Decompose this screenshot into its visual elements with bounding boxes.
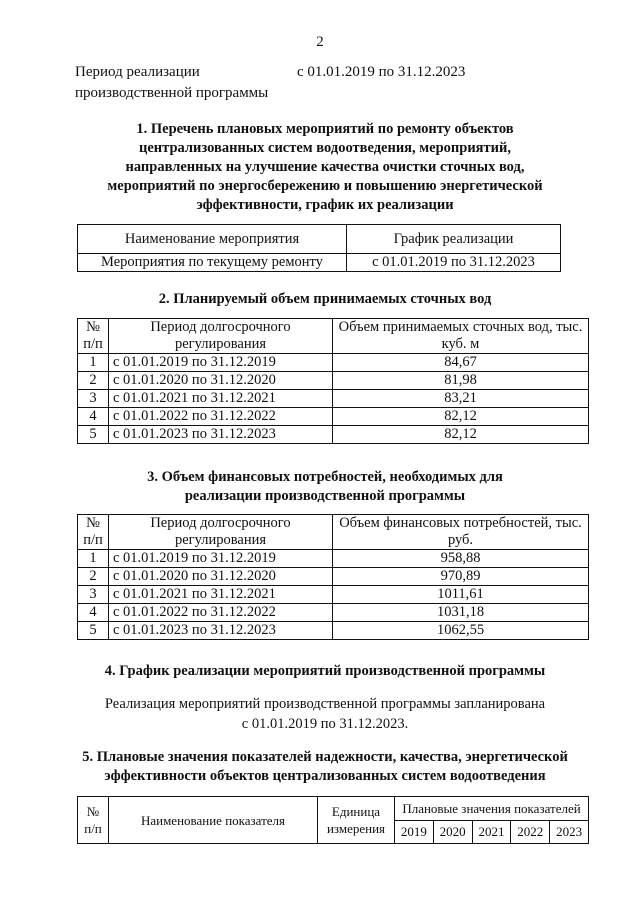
table-cell: 970,89 [333, 568, 589, 586]
section4-text [60, 694, 590, 734]
section3-title [60, 468, 590, 506]
header-cell: Наименование мероприятия [78, 225, 347, 254]
table-header-row [78, 797, 589, 821]
table-cell: с 01.01.2021 по 31.12.2021 [109, 390, 333, 408]
table-row [78, 586, 589, 604]
header-cell: Период долгосрочного регулирования [109, 319, 333, 354]
table-cell: 4 [78, 604, 109, 622]
table-cell: с 01.01.2019 по 31.12.2019 [109, 354, 333, 372]
table-cell: с 01.01.2020 по 31.12.2020 [109, 372, 333, 390]
table-row [78, 390, 589, 408]
table-cell: Мероприятия по текущему ремонту [78, 254, 347, 272]
section4-text-line1: Реализация мероприятий производственной программы запланирована [104, 696, 546, 712]
section1-title [60, 120, 590, 215]
section5-title-line: 5. Плановые значения показателей надежности, качества, энергетической [82, 749, 568, 765]
table-cell: 81,98 [333, 372, 589, 390]
table-cell: 3 [78, 586, 109, 604]
header-cell: Наименование показателя [109, 797, 318, 844]
table-row [78, 254, 561, 272]
section3-title-line: 3. Объем финансовых потребностей, необходимых для [147, 469, 503, 485]
table-header-row [78, 225, 561, 254]
table-cell: 1 [78, 354, 109, 372]
table-cell: 82,12 [333, 408, 589, 426]
table-cell: с 01.01.2019 по 31.12.2023 [347, 254, 561, 272]
table-cell: с 01.01.2020 по 31.12.2020 [109, 568, 333, 586]
year-cell: 2019 [395, 820, 434, 844]
section1-title-line: эффективности, график их реализации [196, 197, 454, 213]
table-cell: 1 [78, 550, 109, 568]
year-cell: 2022 [511, 820, 550, 844]
year-cell: 2023 [550, 820, 589, 844]
indicators-table [77, 796, 589, 844]
table-cell: с 01.01.2022 по 31.12.2022 [109, 408, 333, 426]
table-cell: с 01.01.2023 по 31.12.2023 [109, 426, 333, 444]
activities-table [77, 224, 561, 272]
table-row [78, 408, 589, 426]
table-row [78, 372, 589, 390]
section2-title: 2. Планируемый объем принимаемых сточных вод [158, 291, 492, 307]
table-header-row [78, 515, 589, 550]
period-label [75, 62, 295, 104]
table-row [78, 426, 589, 444]
section1-title-line: направленных на улучшение качества очистки сточных вод, [125, 159, 525, 175]
year-cell: 2021 [472, 820, 511, 844]
section4-title: 4. График реализации мероприятий производственной программы [104, 663, 546, 679]
table-row [78, 550, 589, 568]
header-cell: № п/п [78, 515, 109, 550]
section1-title-line: централизованных систем водоотведения, мероприятий, [139, 140, 511, 156]
table-cell: 1062,55 [333, 622, 589, 640]
section3-title-line: реализации производственной программы [184, 488, 466, 504]
header-cell: Период долгосрочного регулирования [109, 515, 333, 550]
table-row [78, 604, 589, 622]
table-cell: с 01.01.2023 по 31.12.2023 [109, 622, 333, 640]
section4-text-line2: с 01.01.2019 по 31.12.2023. [241, 716, 409, 732]
table-cell: с 01.01.2022 по 31.12.2022 [109, 604, 333, 622]
table-header-row [78, 319, 589, 354]
table-cell: 5 [78, 426, 109, 444]
table-cell: 82,12 [333, 426, 589, 444]
financial-needs-table [77, 514, 589, 640]
table-row [78, 354, 589, 372]
table-cell: 4 [78, 408, 109, 426]
year-cell: 2020 [433, 820, 472, 844]
table-cell: с 01.01.2019 по 31.12.2019 [109, 550, 333, 568]
table-cell: 5 [78, 622, 109, 640]
table-cell: 1011,61 [333, 586, 589, 604]
header-cell: № п/п [78, 319, 109, 354]
table-cell: 958,88 [333, 550, 589, 568]
table-cell: 2 [78, 568, 109, 586]
table-cell: с 01.01.2021 по 31.12.2021 [109, 586, 333, 604]
table-cell: 83,21 [333, 390, 589, 408]
table-cell: 3 [78, 390, 109, 408]
table-row [78, 568, 589, 586]
header-cell: График реализации [347, 225, 561, 254]
header-cell: Объем принимаемых сточных вод, тыс. куб. м [333, 319, 589, 354]
section5-title [45, 748, 605, 786]
header-cell: Единица измерения [318, 797, 395, 844]
table-cell: 2 [78, 372, 109, 390]
page-number: 2 [316, 34, 324, 50]
header-cell: Плановые значения показателей [395, 797, 589, 821]
section1-title-line: мероприятий по энергосбережению и повышению энергетической [107, 178, 543, 194]
table-cell: 84,67 [333, 354, 589, 372]
header-cell: № п/п [78, 797, 109, 844]
wastewater-volume-table [77, 318, 589, 444]
section5-title-line: эффективности объектов централизованных систем водоотведения [104, 768, 546, 784]
table-row [78, 622, 589, 640]
table-cell: 1031,18 [333, 604, 589, 622]
period-label-line2: производственной программы [75, 85, 269, 101]
period-label-line1: Период реализации [75, 64, 200, 80]
header-cell: Объем финансовых потребностей, тыс. руб. [333, 515, 589, 550]
period-value: с 01.01.2019 по 31.12.2023 [297, 64, 466, 80]
section1-title-line: 1. Перечень плановых мероприятий по ремонту объектов [136, 121, 514, 137]
